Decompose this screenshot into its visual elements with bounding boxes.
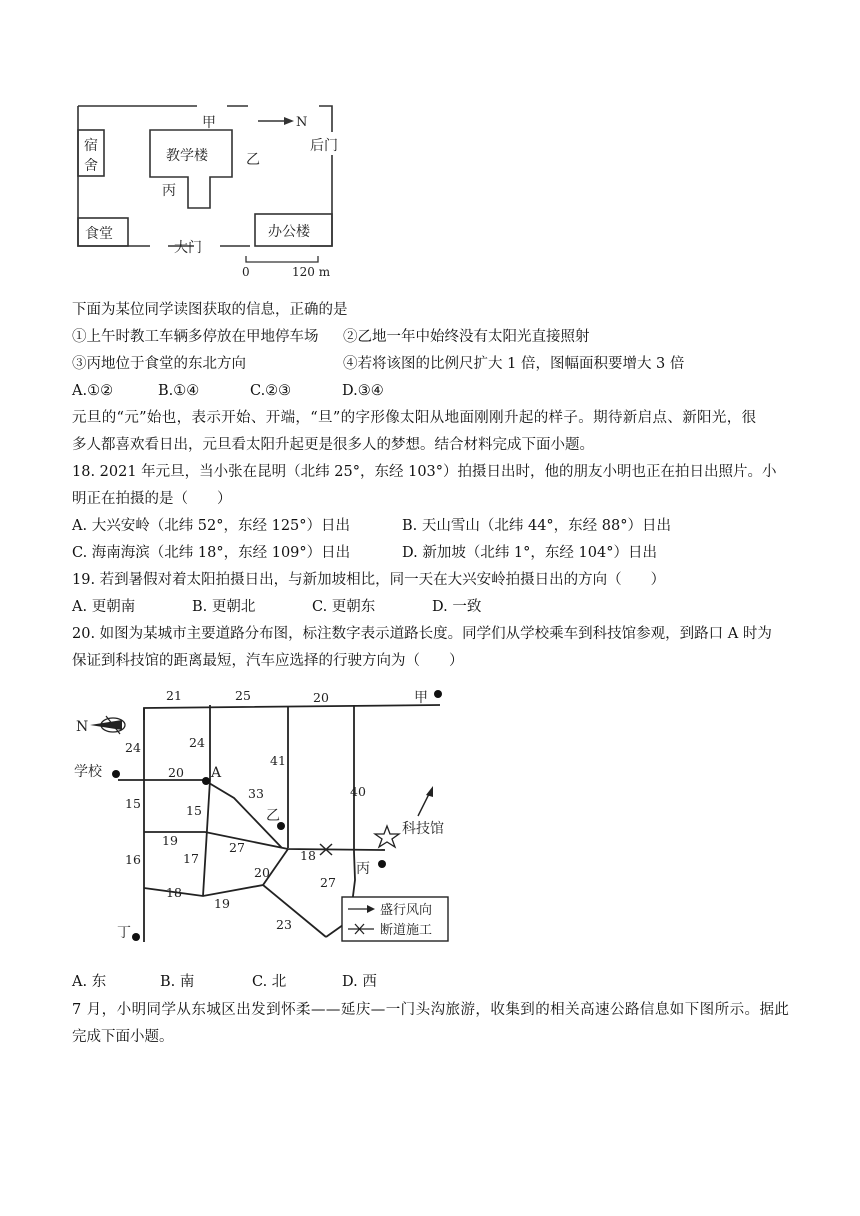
campus-question-stem: 下面为某位同学读图获取的信息，正确的是	[72, 302, 348, 318]
length-17: 17	[183, 851, 199, 866]
q20-option-d[interactable]: D. 西	[342, 974, 377, 990]
road-north-label: N	[76, 719, 89, 735]
q20-option-a[interactable]: A. 东	[72, 974, 107, 990]
teaching-label: 教学楼	[166, 148, 208, 164]
campus-map	[70, 100, 350, 280]
campus-option-a[interactable]: A.①②	[72, 383, 114, 399]
q19-option-d[interactable]: D. 一致	[432, 599, 482, 615]
length-15-left: 15	[125, 796, 141, 811]
length-27-row: 27	[229, 840, 245, 855]
road-a-label: A	[211, 765, 222, 781]
campus-option-d[interactable]: D.③④	[342, 383, 384, 399]
q19-option-a[interactable]: A. 更朝南	[72, 599, 136, 615]
road-bing-label: 丙	[356, 861, 370, 877]
length-20-top: 20	[313, 690, 329, 705]
point-ding	[132, 933, 140, 941]
scale-value: 120 m	[292, 265, 331, 279]
q19-stem: 19. 若到暑假对着太阳拍摄日出，与新加坡相比，同一天在大兴安岭拍摄日出的方向（ ）	[72, 572, 666, 588]
campus-jia-label: 甲	[202, 115, 216, 131]
q18-option-d[interactable]: D. 新加坡（北纬 1°，东经 104°）日出	[402, 545, 657, 561]
closing-line-1: 7 月，小明同学从东城区出发到怀柔——延庆—一门头沟旅游，收集到的相关高速公路信息如下图所示。据此	[72, 1002, 790, 1018]
campus-bing-label: 丙	[162, 183, 176, 199]
road-ding-label: 丁	[117, 925, 131, 941]
material-line-1: 元旦的“元”始也，表示开始、开端，“旦”的字形像太阳从地面刚刚升起的样子。期待新启点、新阳光，很	[72, 410, 757, 426]
wind-arrow-head	[426, 786, 433, 797]
length-16: 16	[125, 852, 141, 867]
length-41: 41	[270, 753, 286, 768]
length-18-bottom: 18	[166, 885, 182, 900]
q18-option-b[interactable]: B. 天山雪山（北纬 44°，东经 88°）日出	[402, 518, 671, 534]
museum-label: 科技馆	[402, 821, 444, 837]
length-20-mid: 20	[168, 765, 184, 780]
point-jia	[434, 690, 442, 698]
material-line-2: 多人都喜欢看日出，元旦看太阳升起更是很多人的梦想。结合材料完成下面小题。	[72, 437, 594, 453]
q20-option-c[interactable]: C. 北	[252, 974, 287, 990]
campus-statement-4: ④若将该图的比例尺扩大 1 倍，图幅面积要增大 3 倍	[343, 356, 685, 372]
point-a	[202, 777, 210, 785]
legend-construction-label: 断道施工	[380, 923, 433, 938]
length-27-right: 27	[320, 875, 336, 890]
road-yi-label: 乙	[266, 808, 280, 824]
q19-options	[72, 597, 481, 617]
length-33: 33	[248, 786, 264, 801]
length-20-low: 20	[254, 865, 270, 880]
length-24-inner: 24	[189, 735, 205, 750]
north-compass-icon	[90, 716, 125, 734]
campus-option-b[interactable]: B.①④	[158, 383, 200, 399]
museum-star-icon	[375, 826, 399, 847]
closing-line-2: 完成下面小题。	[72, 1029, 174, 1045]
q18-line-2: 明正在拍摄的是（ ）	[72, 491, 232, 507]
length-15-inner: 15	[186, 803, 202, 818]
dorm-label-1: 宿	[84, 138, 98, 154]
q19-option-b[interactable]: B. 更朝北	[192, 599, 256, 615]
campus-statement-3: ③丙地位于食堂的东北方向	[72, 356, 246, 372]
campus-option-c[interactable]: C.②③	[250, 383, 292, 399]
length-24-left: 24	[125, 740, 141, 755]
length-25: 25	[235, 688, 251, 703]
road-a-column	[203, 705, 210, 896]
road-bottom-23	[263, 885, 326, 937]
main-gate-label: 大门	[174, 240, 202, 256]
road-top	[144, 705, 440, 720]
q20-options	[72, 972, 377, 992]
q19-option-c[interactable]: C. 更朝东	[312, 599, 376, 615]
length-18-row: 18	[300, 848, 316, 863]
scale-bar	[246, 256, 318, 262]
campus-yi-label: 乙	[246, 152, 260, 168]
q18-line-1: 18. 2021 年元旦，当小张在昆明（北纬 25°，东经 103°）拍摄日出时，他的朋友小明也正在拍日出照片。小	[72, 464, 777, 480]
q18-option-a[interactable]: A. 大兴安岭（北纬 52°，东经 125°）日出	[72, 518, 351, 534]
length-21: 21	[166, 688, 182, 703]
length-23: 23	[276, 917, 292, 932]
q20-line-2: 保证到科技馆的距离最短，汽车应选择的行驶方向为（ ）	[72, 653, 464, 669]
office-label: 办公楼	[268, 224, 310, 240]
point-school	[112, 770, 120, 778]
canteen-label: 食堂	[85, 226, 113, 242]
point-bing	[378, 860, 386, 868]
scale-zero: 0	[242, 265, 250, 279]
q20-option-b[interactable]: B. 南	[160, 974, 195, 990]
legend-wind-label: 盛行风向	[380, 903, 433, 918]
road-row-19-27	[144, 832, 385, 850]
campus-statement-2: ②乙地一年中始终没有太阳光直接照射	[343, 329, 590, 345]
length-40: 40	[350, 784, 366, 799]
q18-option-c[interactable]: C. 海南海滨（北纬 18°，东经 109°）日出	[72, 545, 351, 561]
school-label: 学校	[74, 764, 102, 780]
road-jia-label: 甲	[414, 690, 428, 706]
campus-options	[72, 381, 384, 401]
road-map	[70, 680, 460, 950]
north-arrow-head	[284, 117, 294, 125]
length-19-bottom: 19	[214, 896, 230, 911]
campus-north-label: N	[296, 115, 308, 130]
q20-line-1: 20. 如图为某城市主要道路分布图，标注数字表示道路长度。同学们从学校乘车到科技馆参观，到路口 A 时为	[72, 626, 772, 642]
back-gate-label: 后门	[310, 138, 338, 154]
campus-statement-1: ①上午时教工车辆多停放在甲地停车场	[72, 329, 319, 345]
length-19-row: 19	[162, 833, 178, 848]
dorm-label-2: 舍	[84, 158, 98, 174]
